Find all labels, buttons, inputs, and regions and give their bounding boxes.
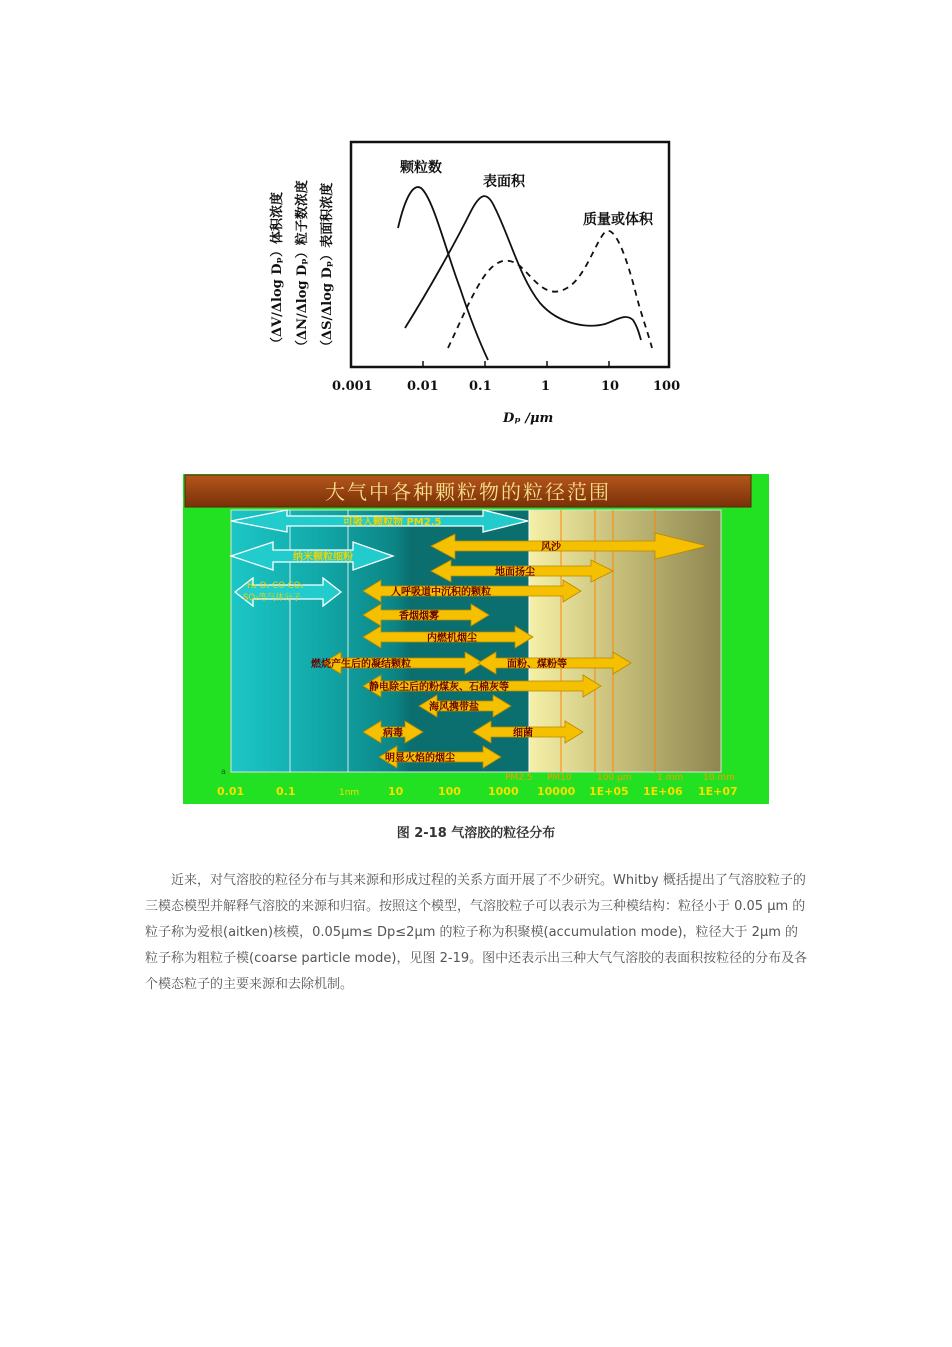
bar-label: 可吸入颗粒物 PM2.5 bbox=[343, 517, 442, 528]
bar-label: 内燃机烟尘 bbox=[427, 633, 477, 644]
curve-mass bbox=[448, 231, 652, 348]
label-mass: 质量或体积 bbox=[583, 212, 653, 228]
bar-label: 细菌 bbox=[513, 728, 533, 739]
lower-tick: 1000 bbox=[488, 785, 519, 798]
label-surface: 表面积 bbox=[483, 174, 525, 190]
lower-tick: 0.1 bbox=[276, 785, 296, 798]
curve-number bbox=[398, 187, 488, 360]
lower-tick: 1E+05 bbox=[589, 785, 629, 798]
upper-tick: 100 μm bbox=[597, 773, 632, 783]
gas-label: SO₂等气体分子 bbox=[243, 593, 301, 603]
lower-tick: 10000 bbox=[537, 785, 576, 798]
chart-title: 大气中各种颗粒物的粒径范围 bbox=[325, 480, 611, 504]
upper-tick: 1 mm bbox=[657, 773, 684, 783]
bar-label: 海风携带盐 bbox=[429, 702, 479, 713]
lower-tick: 0.01 bbox=[217, 785, 245, 798]
x-tick: 0.1 bbox=[469, 379, 492, 394]
lower-tick: 1E+06 bbox=[643, 785, 683, 798]
x-tick: 1 bbox=[541, 379, 551, 394]
bar-label: 地面扬尘 bbox=[495, 567, 535, 578]
size-distribution-figure bbox=[255, 128, 685, 438]
y-title-surface: （ΔS/Δlog Dₚ）表面积浓度 bbox=[320, 182, 335, 353]
y-title-volume: （ΔV/Δlog Dₚ）体积浓度 bbox=[270, 192, 285, 350]
lower-tick: 10 bbox=[388, 785, 404, 798]
label-number: 颗粒数 bbox=[400, 160, 442, 176]
x-tick: 100 bbox=[653, 379, 681, 394]
paragraph: 近来，对气溶胶的粒径分布与其来源和形成过程的关系方面开展了不少研究。Whitby 概括提出了气溶胶粒子的三模态模型并解释气溶胶的来源和归宿。按照这个模型，气溶胶粒子可以表示为三种模结构：粒径小于 0.05 μm 的粒子称为爱根(aitken)核模，0.05μm≤ Dp≤2μm 的粒子称为积聚模(accumulation mode)，粒径大于 2μm 的粒子称为粗粒子模(coarse particle mode)，见图 2-19。图中还表示出三种大气气溶胶的表面积按粒径的分布及各个模态粒子的主要来源和去除机制。 bbox=[145, 873, 808, 992]
lower-tick: 1nm bbox=[339, 788, 360, 798]
upper-tick: PM10 bbox=[547, 773, 572, 783]
bar-label: 风沙 bbox=[541, 542, 561, 553]
x-tick: 10 bbox=[601, 379, 620, 394]
bar-label: 面粉、煤粉等 bbox=[507, 659, 567, 670]
particle-size-range-chart bbox=[183, 474, 769, 804]
bar-label: 香烟烟雾 bbox=[399, 611, 439, 622]
corner-mark: a bbox=[221, 767, 226, 776]
upper-tick: 10 mm bbox=[703, 773, 735, 783]
lower-tick: 1E+07 bbox=[698, 785, 738, 798]
gas-label: H₂ O₂ CO CO₂ bbox=[247, 581, 304, 591]
bar-label: 病毒 bbox=[383, 728, 403, 739]
body-text bbox=[145, 868, 810, 998]
bar-label: 人呼吸道中沉积的颗粒 bbox=[391, 587, 491, 598]
lower-tick: 100 bbox=[438, 785, 461, 798]
x-tick: 0.001 bbox=[332, 379, 373, 394]
figure-caption: 图 2-18 气溶胶的粒径分布 bbox=[396, 826, 556, 841]
y-title-number: （ΔN/Δlog Dₚ）粒子数浓度 bbox=[295, 180, 310, 353]
upper-tick: PM2.5 bbox=[505, 773, 533, 783]
bar-label: 静电除尘后的粉煤灰、石棉灰等 bbox=[369, 682, 509, 693]
bar-label: 燃烧产生后的凝结颗粒 bbox=[311, 659, 411, 670]
x-tick: 0.01 bbox=[407, 379, 439, 394]
bar-label: 明显火焰的烟尘 bbox=[385, 753, 455, 764]
bar-label: 纳米颗粒细粉 bbox=[293, 552, 353, 563]
x-axis-label: Dₚ /μm bbox=[503, 411, 554, 426]
